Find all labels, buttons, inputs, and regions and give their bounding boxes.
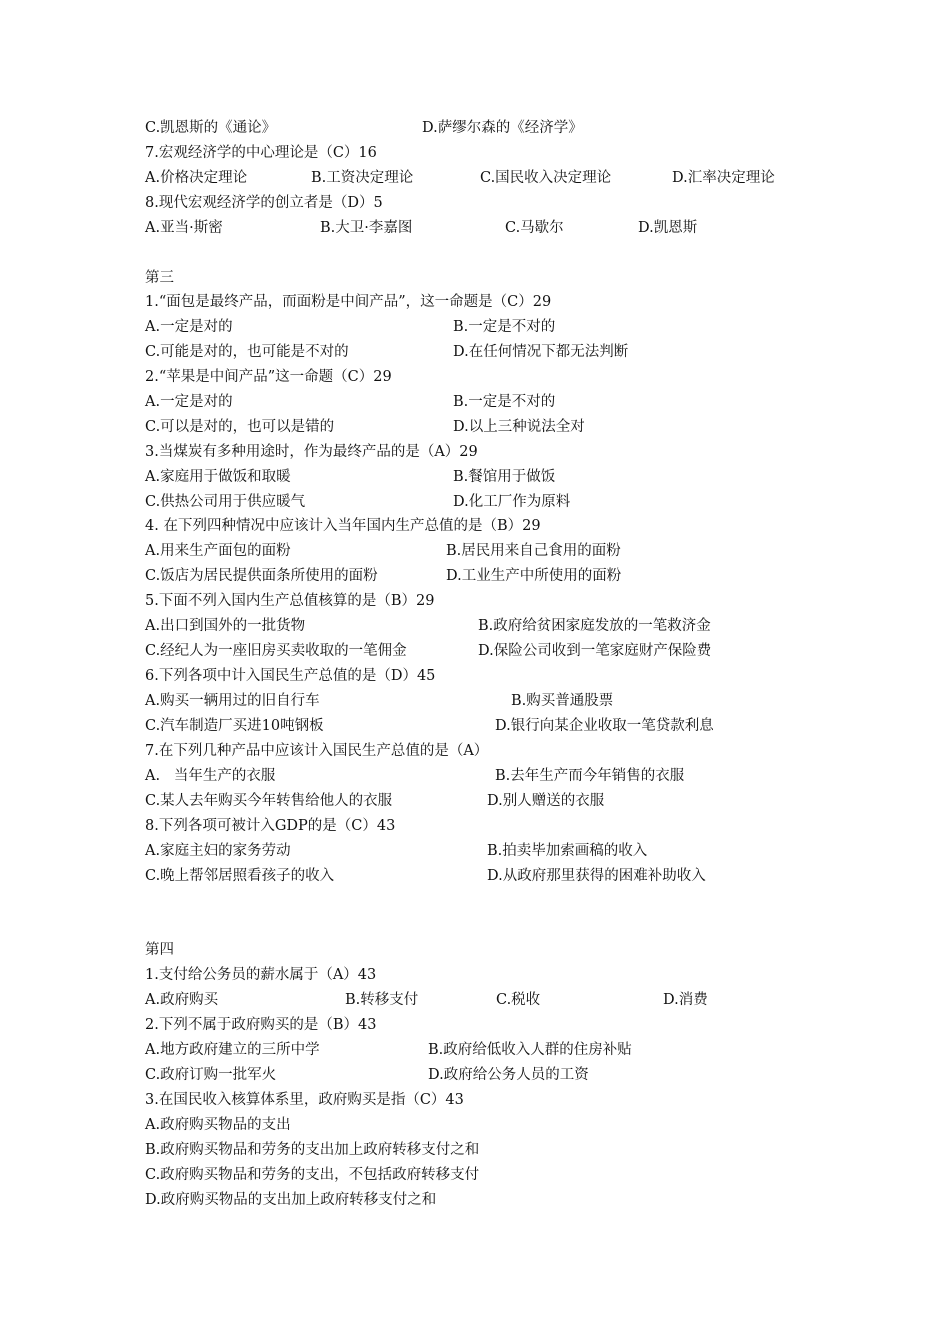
s3-q8-option-d: D.从政府那里获得的困难补助收入 — [487, 868, 706, 884]
s4-q2-option-b: B.政府给低收入人群的住房补贴 — [428, 1042, 632, 1058]
s3-q7-option-c: C.某人去年购买今年转售给他人的衣服 — [145, 793, 393, 809]
s3-q2-option-d: D.以上三种说法全对 — [453, 419, 585, 435]
s4-q3-stem: 3.在国民收入核算体系里，政府购买是指（C）43 — [145, 1092, 464, 1108]
s3-q5-option-b: B.政府给贫困家庭发放的一笔救济金 — [478, 618, 711, 634]
s2-q8-option-d: D.凯恩斯 — [638, 220, 698, 236]
s4-q2-option-d: D.政府给公务人员的工资 — [428, 1067, 589, 1083]
s3-q8-stem: 8.下列各项可被计入GDP的是（C）43 — [145, 818, 396, 834]
s3-q1-option-d: D.在任何情况下都无法判断 — [453, 344, 629, 360]
s3-q5-stem: 5.下面不列入国内生产总值核算的是（B）29 — [145, 593, 435, 609]
s3-q8-option-a: A.家庭主妇的家务劳动 — [145, 843, 291, 859]
s2-q7-stem: 7.宏观经济学的中心理论是（C）16 — [145, 145, 377, 161]
s4-q2-option-a: A.地方政府建立的三所中学 — [145, 1042, 320, 1058]
s3-q2-stem: 2.“苹果是中间产品”这一命题（C）29 — [145, 369, 392, 385]
s3-q7-stem: 7.在下列几种产品中应该计入国民生产总值的是（A） — [145, 743, 489, 759]
s3-q3-option-b: B.餐馆用于做饭 — [453, 469, 556, 485]
s3-q3-option-a: A.家庭用于做饭和取暖 — [145, 469, 291, 485]
s3-q1-option-b: B.一定是不对的 — [453, 319, 556, 335]
s4-q1-option-c: C.税收 — [496, 992, 541, 1008]
s3-q7-option-a: A. 当年生产的衣服 — [145, 768, 276, 784]
s4-q1-option-a: A.政府购买 — [145, 992, 219, 1008]
s3-q8-option-c: C.晚上帮邻居照看孩子的收入 — [145, 868, 335, 884]
s3-q4-option-c: C.饭店为居民提供面条所使用的面粉 — [145, 568, 378, 584]
s3-q6-option-d: D.银行向某企业收取一笔贷款利息 — [495, 718, 714, 734]
s2-q6-option-c: C.凯恩斯的《通论》 — [145, 120, 277, 136]
s3-q8-option-b: B.拍卖毕加索画稿的收入 — [487, 843, 648, 859]
s3-q6-option-a: A.购买一辆用过的旧自行车 — [145, 693, 320, 709]
s3-q6-option-b: B.购买普通股票 — [511, 693, 614, 709]
s4-q1-option-d: D.消费 — [663, 992, 708, 1008]
s3-q3-option-c: C.供热公司用于供应暖气 — [145, 494, 306, 510]
s2-q7-option-b: B.工资决定理论 — [311, 170, 414, 186]
s2-q7-option-d: D.汇率决定理论 — [672, 170, 775, 186]
s3-q7-option-b: B.去年生产而今年销售的衣服 — [495, 768, 685, 784]
s3-q4-option-b: B.居民用来自己食用的面粉 — [446, 543, 621, 559]
s2-q8-stem: 8.现代宏观经济学的创立者是（D）5 — [145, 195, 383, 211]
s3-q3-option-d: D.化工厂作为原料 — [453, 494, 571, 510]
s3-q3-stem: 3.当煤炭有多种用途时，作为最终产品的是（A）29 — [145, 444, 478, 460]
s3-q7-option-d: D.别人赠送的衣服 — [487, 793, 605, 809]
s2-q7-option-c: C.国民收入决定理论 — [480, 170, 612, 186]
s2-q6-option-d: D.萨缪尔森的《经济学》 — [422, 120, 583, 136]
s4-q3-option-a: A.政府购买物品的支出 — [145, 1117, 291, 1133]
s3-q6-option-c: C.汽车制造厂买进10吨钢板 — [145, 718, 324, 734]
s3-q6-stem: 6.下列各项中计入国民生产总值的是（D）45 — [145, 668, 436, 684]
s3-q5-option-a: A.出口到国外的一批货物 — [145, 618, 306, 634]
s3-q2-option-b: B.一定是不对的 — [453, 394, 556, 410]
s4-q1-option-b: B.转移支付 — [345, 992, 419, 1008]
s2-q8-option-c: C.马歇尔 — [505, 220, 564, 236]
s4-q3-option-c: C.政府购买物品和劳务的支出，不包括政府转移支付 — [145, 1167, 480, 1183]
s3-q5-option-c: C.经纪人为一座旧房买卖收取的一笔佣金 — [145, 643, 407, 659]
s3-q1-stem: 1.“面包是最终产品，而面粉是中间产品”，这一命题是（C）29 — [145, 294, 552, 310]
s4-q1-stem: 1.支付给公务员的薪水属于（A）43 — [145, 967, 377, 983]
s3-q2-option-a: A.一定是对的 — [145, 394, 233, 410]
s4-q3-option-b: B.政府购买物品和劳务的支出加上政府转移支付之和 — [145, 1142, 480, 1158]
s4-q2-option-c: C.政府订购一批军火 — [145, 1067, 277, 1083]
s4-q2-stem: 2.下列不属于政府购买的是（B）43 — [145, 1017, 377, 1033]
section3-title: 第三 — [145, 270, 174, 286]
s3-q2-option-c: C.可以是对的，也可以是错的 — [145, 419, 335, 435]
s3-q5-option-d: D.保险公司收到一笔家庭财产保险费 — [478, 643, 712, 659]
s2-q8-option-a: A.亚当·斯密 — [145, 220, 223, 236]
s3-q4-option-a: A.用来生产面包的面粉 — [145, 543, 291, 559]
s4-q3-option-d: D.政府购买物品的支出加上政府转移支付之和 — [145, 1192, 437, 1208]
s3-q1-option-a: A.一定是对的 — [145, 319, 233, 335]
s3-q4-option-d: D.工业生产中所使用的面粉 — [446, 568, 622, 584]
s3-q1-option-c: C.可能是对的，也可能是不对的 — [145, 344, 349, 360]
s2-q8-option-b: B.大卫·李嘉图 — [320, 220, 413, 236]
s3-q4-stem: 4. 在下列四种情况中应该计入当年国内生产总值的是（B）29 — [145, 518, 541, 534]
section4-title: 第四 — [145, 942, 174, 958]
s2-q7-option-a: A.价格决定理论 — [145, 170, 248, 186]
